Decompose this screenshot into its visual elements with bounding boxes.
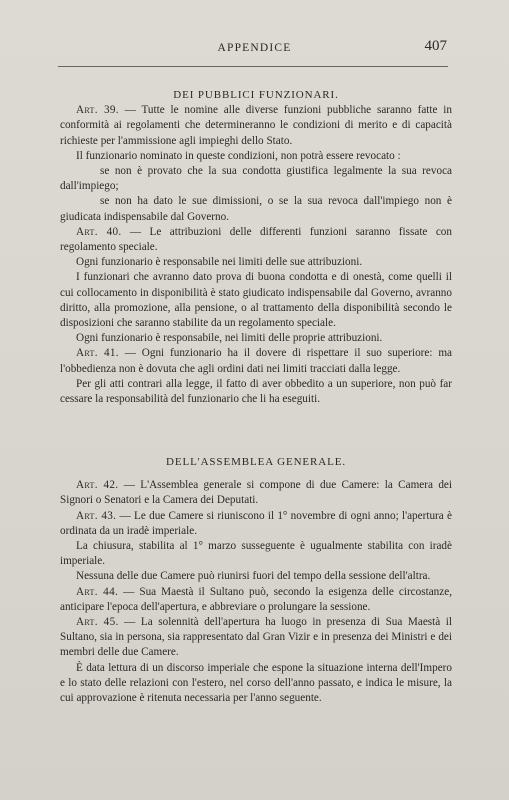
article-label: Art. 43. (76, 509, 117, 522)
running-title: APPENDICE (217, 42, 292, 54)
article-text: — Le attribuzioni delle differenti funzioni saranno fissate con regolamento speciale. (60, 225, 452, 254)
article-42 (60, 478, 452, 508)
article-label: Art. 45. (76, 616, 119, 629)
paragraph: Ogni funzionario è responsabile, nei limiti delle proprie attribuzioni. (76, 332, 383, 345)
running-head (0, 38, 509, 58)
article-label: Art. 42. (76, 479, 119, 492)
section-title: DEI PUBBLICI FUNZIONARI. (173, 89, 339, 101)
article-45 (60, 615, 452, 661)
paragraph: È data lettura di un discorso imperiale che espone la situazione interna dell'Impero e lo stato delle relazioni con l'estero, nel corso dell'anno passato, e indica le misure, la cui approvazione è ritenuta necessaria per l'anno seguente. (60, 661, 452, 705)
article-label: Art. 44. (76, 585, 119, 598)
section-title: DELL'ASSEMBLEA GENERALE. (165, 456, 347, 468)
paragraph: Per gli atti contrari alla legge, il fatto di aver obbedito a un superiore, non può far cessare la responsabilità del funzionario che li ha eseguiti. (60, 377, 452, 406)
paragraph: Ogni funzionario è responsabile nei limiti delle sue attribuzioni. (76, 256, 363, 269)
clause: se non ha dato le sue dimissioni, o se la sua revoca dall'impiego non è giudicata indispensabile dal Governo. (60, 195, 452, 223)
article-44 (60, 585, 452, 615)
article-text: — La solennità dell'apertura ha luogo in presenza di Sua Maestà il Sultano, sia in persona, sia rappresentato dal Gran Vizir e in presenza dei Ministri e dei membri delle due Camere. (60, 616, 452, 659)
article-label: Art. 39. (76, 104, 119, 117)
article-text: — Ogni funzionario ha il dovere di rispettare il suo superiore: ma l'obbedienza non è dovuta che agli ordini dati nei limiti tracciati dalla legge. (60, 347, 452, 375)
header-rule (58, 66, 448, 67)
article-39 (60, 103, 452, 149)
section-general-assembly (60, 455, 452, 706)
page-number: 407 (424, 38, 447, 54)
paragraph: La chiusura, stabilita al 1° marzo susseguente è ugualmente stabilita con iradè imperiale. (60, 540, 452, 568)
paragraph: Nessuna delle due Camere può riunirsi fuori del tempo della sessione dell'altra. (76, 570, 431, 583)
article-label: Art. 40. (76, 225, 122, 238)
article-40 (60, 225, 452, 255)
article-41 (60, 346, 452, 376)
article-text: — Sua Maestà il Sultano può, secondo la esigenza delle circostanze, anticipare l'epoca dell'apertura, e abbreviare o prolungare la sessione. (60, 585, 452, 613)
article-label: Art. 41. (76, 347, 119, 360)
article-text: — Le due Camere si riuniscono il 1° novembre di ogni anno; l'apertura è ordinata da un iradè imperiale. (60, 509, 452, 537)
article-text: — Tutte le nomine alle diverse funzioni pubbliche saranno fatte in conformità ai regolamenti che determineranno le condizioni di merito e di capacità richieste per l'ammissione agli impieghi dello Stato. (60, 104, 452, 147)
article-text: — L'Assemblea generale si compone di due Camere: la Camera dei Signori o Senatori e la Camera dei Deputati. (60, 479, 452, 507)
clause: se non è provato che la sua condotta giustifica legalmente la sua revoca dall'impiego; (60, 165, 452, 193)
paragraph: Il funzionario nominato in queste condizioni, non potrà essere revocato : (76, 149, 401, 162)
article-43 (60, 509, 452, 539)
paragraph: I funzionari che avranno dato prova di buona condotta e di onestà, come quelli il cui collocamento in disponibilità è stato giudicato indispensabile dal Governo, avranno diritto, alla promozione, alla pensione, o al trattamento della disponibilità secondo le disposizioni che saranno stabilite da un regolamento speciale. (60, 271, 452, 330)
section-public-officials (60, 88, 452, 407)
